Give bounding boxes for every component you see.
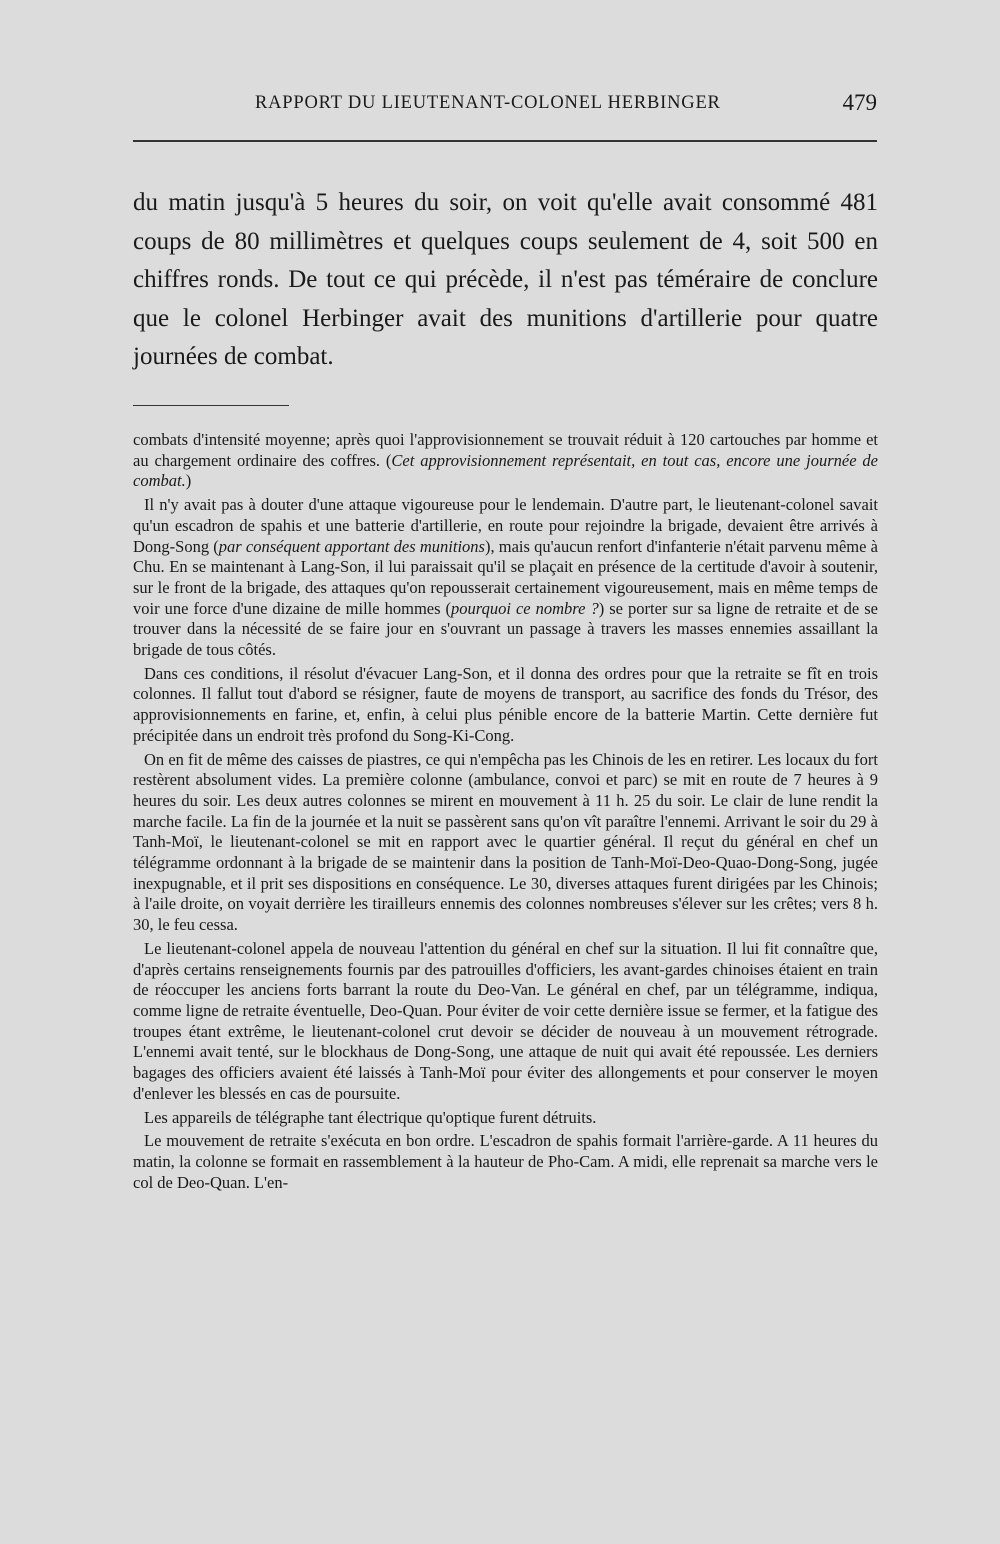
note-paragraph-2: Il n'y avait pas à douter d'une attaque vigoureuse pour le lendemain. D'autre part, le lieutenant-colonel savait qu'un escadron de spahis et une batterie d'artillerie, en route pour rejoindre la brigade, devaient être arrivés à Dong-Song (par conséquent apportant des munitions), mais qu'aucun renfort d'infanterie n'était parvenu même à Chu. En se maintenant à Lang-Son, il lui paraissait qu'il se plaçait en présence de la certitude d'avoir à soutenir, sur le front de la brigade, des attaques qu'on repousserait certainement vigoureusement, mais en même temps de voir une force d'une dizaine de mille hommes (pourquoi ce nombre ?) se porter sur sa ligne de retraite et de se trouver dans la nécessité de se faire jour en s'ouvrant un passage à travers les masses ennemies assaillant la brigade de tous côtés. <box>133 495 878 660</box>
page-header <box>132 90 877 123</box>
italic-remark: par conséquent apportant des munitions <box>218 536 485 556</box>
note-paragraph-7: Le mouvement de retraite s'exécuta en bon ordre. L'escadron de spahis formait l'arrière-garde. A 11 heures du matin, la colonne se formait en rassemblement à la hauteur de Pho-Cam. A midi, elle reprenait sa marche vers le col de Deo-Quan. L'en- <box>133 1131 878 1192</box>
note-paragraph-4: On en fit de même des caisses de piastres, ce qui n'empêcha pas les Chinois de les en retirer. Les locaux du fort restèrent absolument vides. La première colonne (ambulance, convoi et parc) se mit en route de 7 heures à 9 heures du soir. Les deux autres colonnes se mirent en mouvement à 11 h. 25 du soir. Le clair de lune rendit la marche facile. La fin de la journée et la nuit se passèrent sans qu'on vît paraître l'ennemi. Arrivant le soir du 29 à Tanh-Moï, le lieutenant-colonel se mit en rapport avec le quartier général. Il reçut du général en chef un télégramme ordonnant à la brigade de se maintenir dans la position de Tanh-Moï-Deo-Quao-Dong-Song, jugée inexpugnable, et il prit ses dispositions en conséquence. Le 30, diverses attaques furent dirigées par les Chinois; à l'aile droite, on voyait derrière les tirailleurs ennemis des colonnes nombreuses s'élever sur les crêtes; vers 8 h. 30, le feu cessa. <box>133 749 878 935</box>
running-title: RAPPORT DU LIEUTENANT-COLONEL HERBINGER <box>255 93 721 113</box>
note-paragraph-3: Dans ces conditions, il résolut d'évacuer Lang-Son, et il donna des ordres pour que la retraite se fît en trois colonnes. Il fallut tout d'abord se résigner, faute de moyens de transport, au sacrifice des fonds du Trésor, des approvisionnements en farine, et, enfin, à celui plus pénible encore de la batterie Martin. Cette dernière fut précipitée dans un endroit très profond du Song-Ki-Cong. <box>133 663 878 745</box>
main-text <box>133 184 878 377</box>
header-rule <box>133 140 877 142</box>
note-paragraph-5: Le lieutenant-colonel appela de nouveau l'attention du général en chef sur la situation. Il lui fit connaître que, d'après certains renseignements fournis par des patrouilles d'officiers, les avant-gardes chinoises étaient en train de réoccuper les anciens forts barrant la route du Deo-Van. Le général en chef, par un télégramme, indiqua, comme ligne de retraite éventuelle, Deo-Quan. Pour éviter de voir cette dernière issue se fermer, et la fatigue des troupes étant extrême, le lieutenant-colonel crut devoir se décider de nouveau à un mouvement rétrograde. L'ennemi avait tenté, sur le blockhaus de Dong-Song, une attaque de nuit qui avait été repoussée. Les derniers bagages des officiers avaient été laissés à Tanh-Moï pour éviter des allongements et pour conserver le moyen d'enlever les blessés en cas de poursuite. <box>133 938 878 1103</box>
page-number: 479 <box>842 90 877 115</box>
note-paragraph-6: Les appareils de télégraphe tant électrique qu'optique furent détruits. <box>144 1107 597 1127</box>
footnote-separator <box>133 405 289 406</box>
footnote-block <box>133 430 878 1193</box>
italic-remark: pourquoi ce nombre ? <box>451 598 599 618</box>
main-paragraph: du matin jusqu'à 5 heures du soir, on voit qu'elle avait consommé 481 coups de 80 millimètres et quelques coups seulement de 4, soit 500 en chiffres ronds. De tout ce qui précède, il n'est pas téméraire de conclure que le colonel Herbinger avait des munitions d'artillerie pour quatre journées de combat. <box>133 189 878 370</box>
note-paragraph-1: combats d'intensité moyenne; après quoi l'approvisionnement se trouvait réduit à 120 cartouches par homme et au chargement ordinaire des coffres. (Cet approvisionnement représentait, en tout cas, encore une journée de combat.) <box>133 430 878 491</box>
italic-remark: Cet approvisionnement représentait, en tout cas, encore une journée de combat. <box>133 450 878 491</box>
